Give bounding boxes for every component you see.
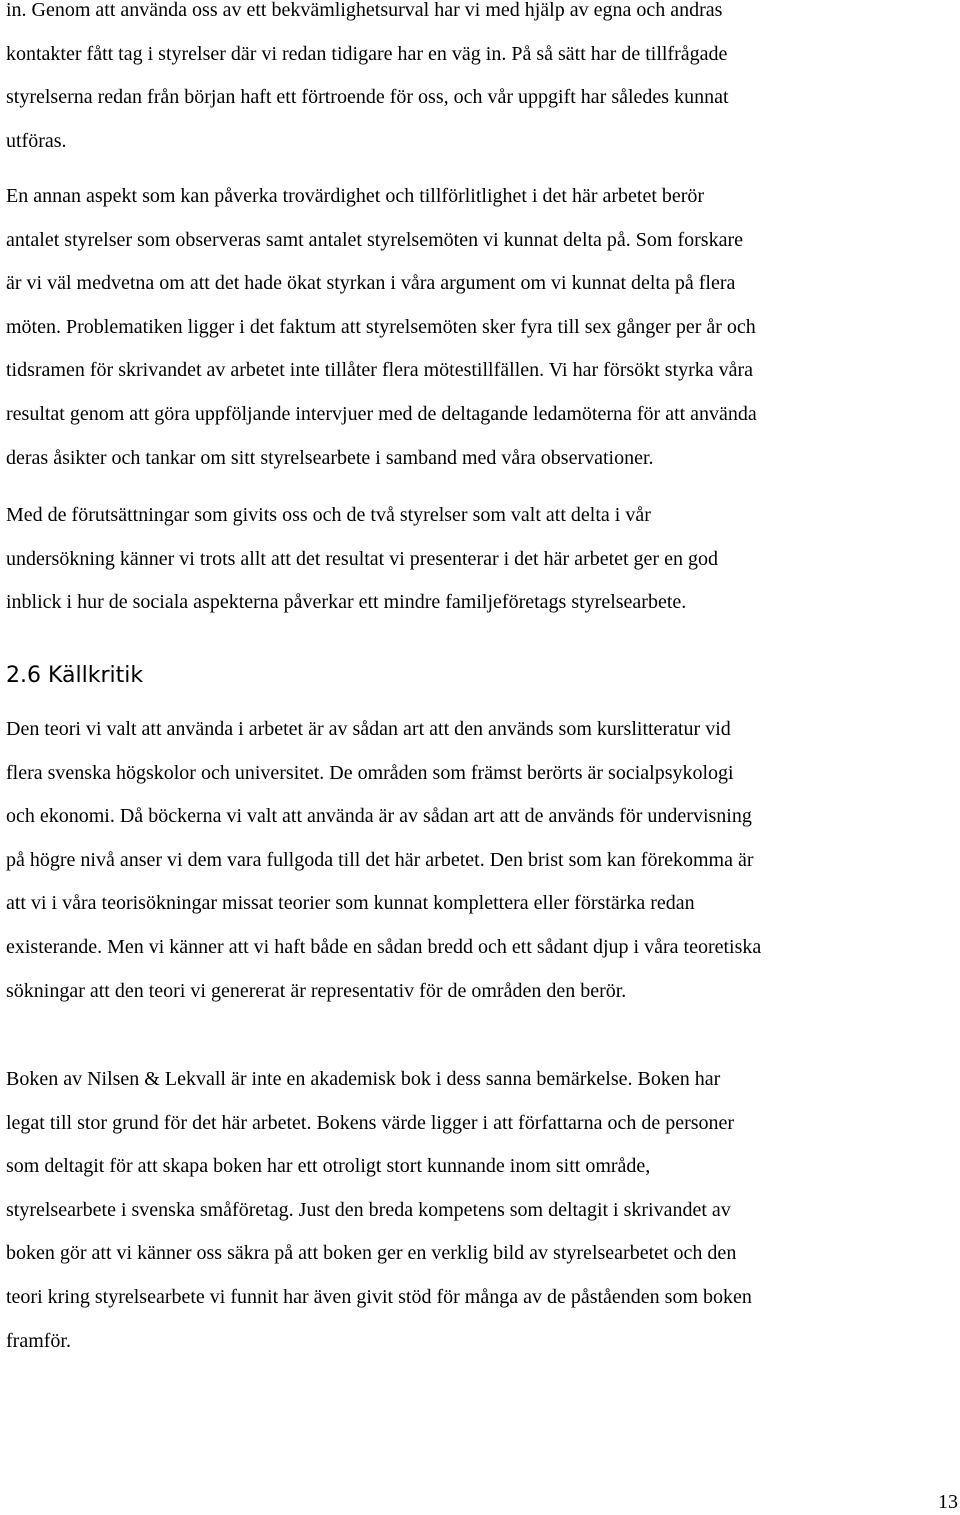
text-line: deras åsikter och tankar om sitt styrelsearbete i samband med våra observationer. — [6, 446, 654, 469]
paragraph-book — [6, 1058, 960, 1363]
text-line: undersökning känner vi trots allt att det resultat vi presenterar i det här arbetet ger en god — [6, 547, 718, 570]
text-line: och ekonomi. Då böckerna vi valt att använda är av sådan art att de används för undervisning — [6, 805, 752, 828]
text-line: Boken av Nilsen & Lekvall är inte en akademisk bok i dess sanna bemärkelse. Boken har — [6, 1068, 721, 1090]
text-line: legat till stor grund för det här arbetet. Bokens värde ligger i att författarna och de personer — [6, 1111, 735, 1134]
paragraph-conditions — [6, 494, 960, 625]
paragraph-theory — [6, 708, 960, 1013]
paragraph-sampling — [6, 0, 960, 163]
text-line: En annan aspekt som kan påverka trovärdighet och tillförlitlighet i det här arbetet berör — [6, 185, 705, 207]
text-line: styrelserna redan från början haft ett förtroende för oss, och vår uppgift har således kunnat — [6, 86, 729, 109]
text-line: kontakter fått tag i styrelser där vi redan tidigare har en väg in. På så sätt har de tillfrågade — [6, 42, 728, 65]
text-line: sökningar att den teori vi genererat är representativ för de områden den berör. — [6, 979, 627, 1002]
text-line: som deltagit för att skapa boken har ett otroligt stort kunnande inom sitt område, — [6, 1155, 651, 1178]
text-line: boken gör att vi känner oss säkra på att boken ger en verklig bild av styrelsearbetet och den — [6, 1242, 737, 1265]
text-line: tidsramen för skrivandet av arbetet inte tillåter flera mötestillfällen. Vi har försökt styrka våra — [6, 359, 754, 382]
text-line: att vi i våra teorisökningar missat teorier som kunnat komplettera eller förstärka redan — [6, 892, 695, 915]
text-line: in. Genom att använda oss av ett bekvämlighetsurval har vi med hjälp av egna och andras — [6, 0, 723, 21]
text-line: flera svenska högskolor och universitet. De områden som främst berörts är socialpsykologi — [6, 761, 734, 784]
text-line: styrelsearbete i svenska småföretag. Just den breda kompetens som deltagit i skrivandet av — [6, 1198, 731, 1221]
text-line: är vi väl medvetna om att det hade ökat styrkan i våra argument om vi kunnat delta på flera — [6, 272, 736, 295]
text-line: utföras. — [6, 129, 67, 152]
section-heading: 2.6 Källkritik — [6, 663, 144, 688]
text-line: teori kring styrelsearbete vi funnit har även givit stöd för många av de påståenden som boken — [6, 1285, 752, 1308]
text-line: framför. — [6, 1329, 71, 1352]
text-line: Med de förutsättningar som givits oss och de två styrelser som valt att delta i vår — [6, 504, 651, 526]
paragraph-trustworthiness — [6, 175, 960, 480]
text-line: Den teori vi valt att använda i arbetet är av sådan art att den används som kurslitteratur vid — [6, 718, 731, 740]
text-line: inblick i hur de sociala aspekterna påverkar ett mindre familjeföretags styrelsearbete. — [6, 591, 687, 614]
text-line: existerande. Men vi känner att vi haft både en sådan bredd och ett sådant djup i våra teoretiska — [6, 935, 762, 958]
text-line: antalet styrelser som observeras samt antalet styrelsemöten vi kunnat delta på. Som forskare — [6, 228, 744, 251]
page-number: 13 — [938, 1491, 958, 1513]
text-line: resultat genom att göra uppföljande intervjuer med de deltagande ledamöterna för att använda — [6, 402, 757, 425]
text-line: möten. Problematiken ligger i det faktum att styrelsemöten sker fyra till sex gånger per år och — [6, 315, 756, 338]
text-line: på högre nivå anser vi dem vara fullgoda till det här arbetet. Den brist som kan förekomma är — [6, 848, 754, 871]
